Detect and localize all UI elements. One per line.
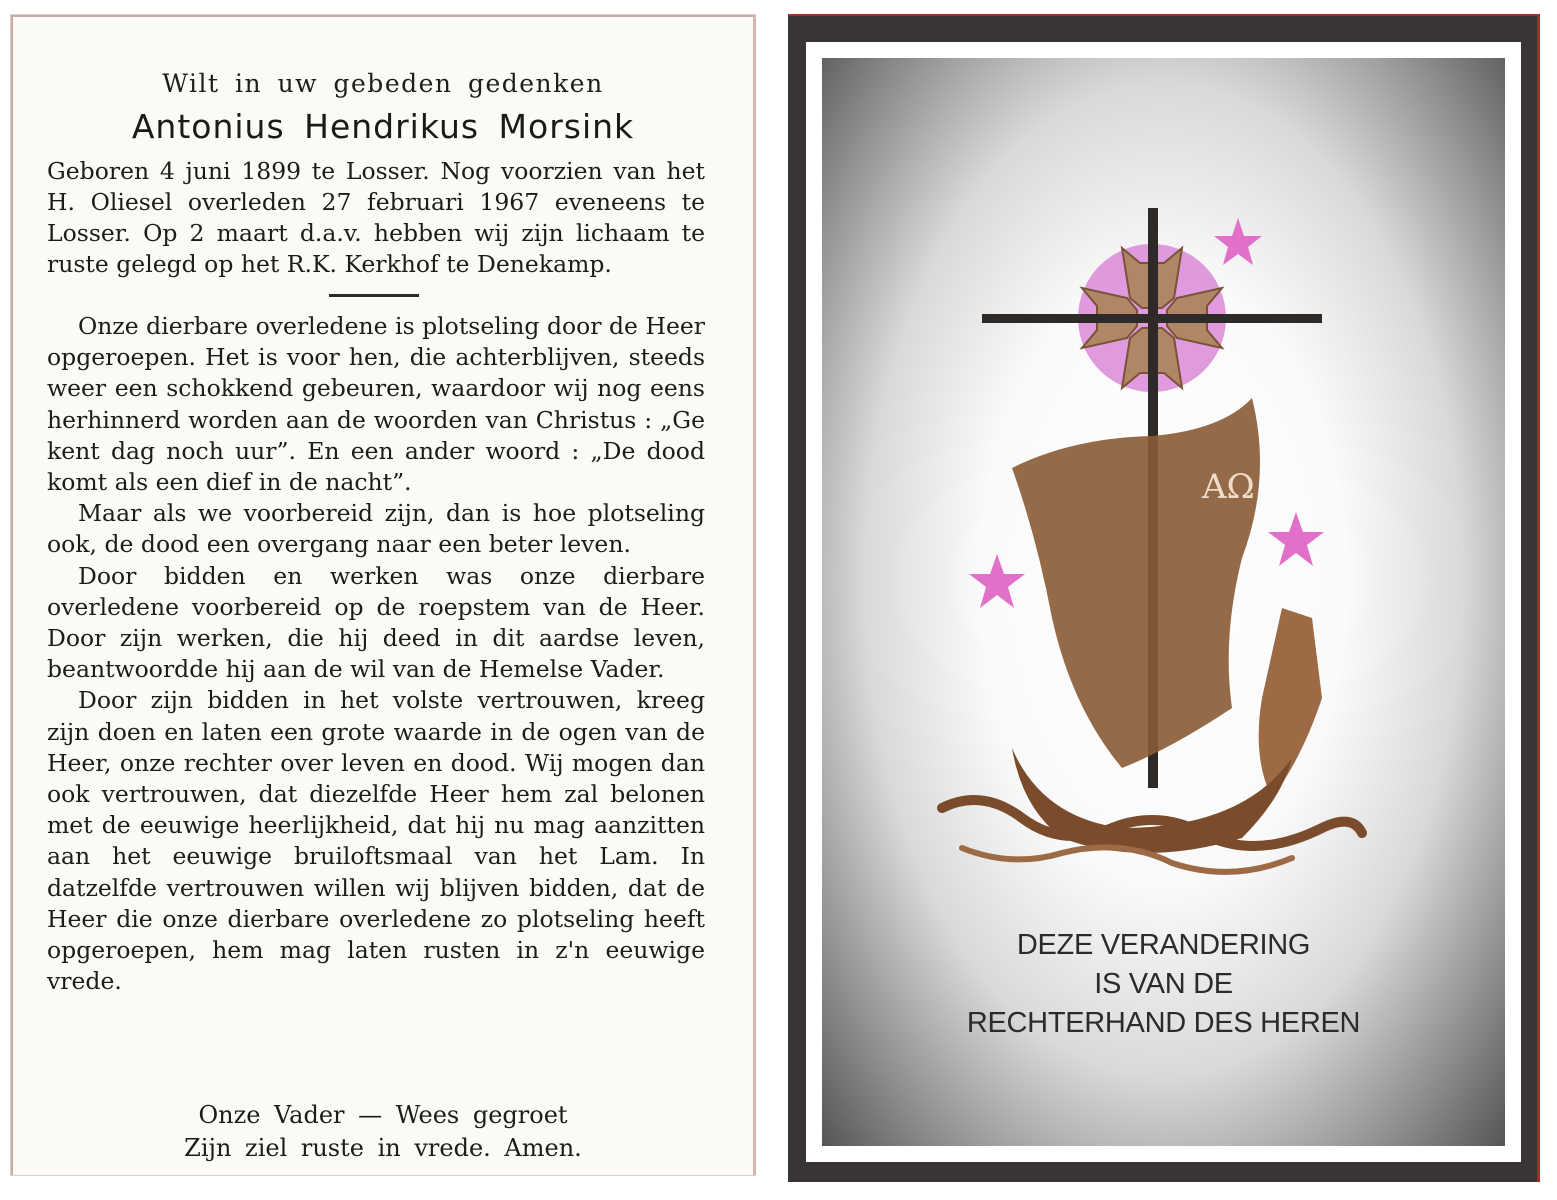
memorial-text [47,311,705,997]
closing-prayers [11,1099,755,1165]
divider-rule [329,294,419,297]
inner-white-border [806,42,1521,1162]
motto-line: DEZE VERANDERING [1016,929,1311,961]
memorial-paragraph: Door zijn bidden in het volste vertrouwen, kreeg zijn doen en laten een grote waarde in de ogen van de Heer, onze rechter over leven en dood. Wij mogen dan ook vertrouwen, dat diezelfde Heer hem zal belonen met de eeuwige heerlijkheid, dat hij nu mag aanzitten aan het eeuwige bruiloftsmaal van het Lam. In datzelfde vertrouwen willen wij blijven bidden, dat de Heer die onze dierbare overledene zo plotseling heeft opgeroepen, hem mag laten rusten in z'n eeuwige vrede. [47,686,705,996]
motto-line: RECHTERHAND DES HEREN [966,1007,1361,1039]
memorial-card-text-side [10,14,756,1176]
star-icon [969,554,1025,608]
illustration-panel [822,58,1505,1146]
motto-text [822,926,1505,1043]
sail-monogram: AΩ [1202,467,1255,507]
memorial-card-image-side [788,14,1540,1182]
star-icon [1214,218,1262,265]
bow-sail-icon [1259,608,1322,798]
memorial-paragraph: Maar als we voorbereid zijn, dan is hoe plotseling ook, de dood een overgang naar een beter leven. [47,499,705,559]
memorial-paragraph: Door bidden en werken was onze dierbare overledene voorbereid op de roepstem van de Heer. Door zijn werken, die hij deed in dit aardse leven, beantwoordde hij aan de wil van de Hemelse Vader. [47,561,705,684]
sail-icon [1012,398,1260,768]
star-icon [1268,512,1324,566]
motto-line: IS VAN DE [1094,968,1233,1000]
closing-line: Zijn ziel ruste in vrede. Amen. [184,1134,582,1162]
wave-icon [962,847,1292,872]
memorial-paragraph: Onze dierbare overledene is plotseling door de Heer opgeroepen. Het is voor hen, die achterblijven, steeds weer een schokkend gebeuren, waardoor wij nog eens herhinnerd worden aan de woorden van Christus : „Ge kent dag noch uur”. En een ander woord : „De dood komt als een dief in de nacht”. [47,312,705,497]
biography-paragraph: Geboren 4 juni 1899 te Losser. Nog voorzien van het H. Oliesel overleden 27 februari 1967 eveneens te Losser. Op 2 maart d.a.v. hebben wij zijn lichaam te ruste gelegd op het R.K. Kerkhof te Denekamp. [47,157,705,278]
cross-bar-icon [982,314,1322,323]
prayer-request-line: Wilt in uw gebeden gedenken [162,69,604,98]
prayer-line: Onze Vader — Wees gegroet [198,1101,568,1129]
deceased-name: Antonius Hendrikus Morsink [131,107,635,146]
